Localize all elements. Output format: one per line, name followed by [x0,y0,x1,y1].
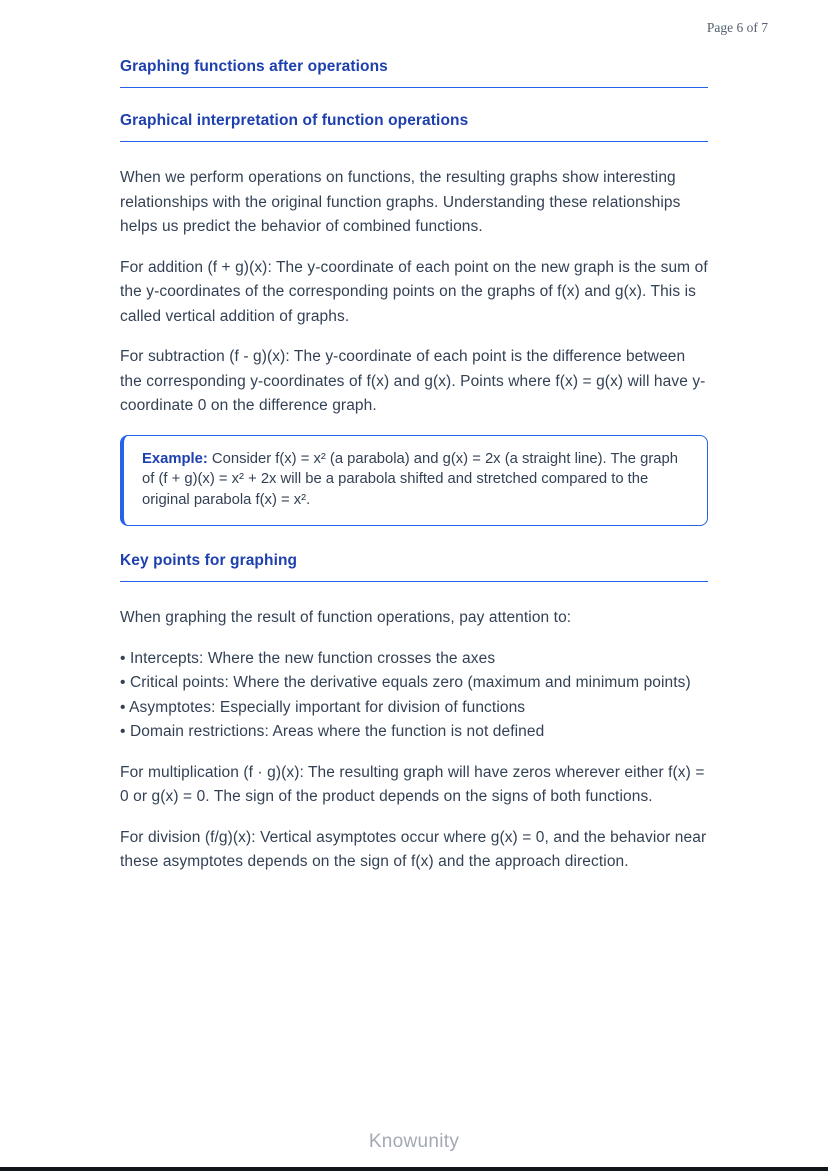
list-item [120,696,708,721]
list-item-text: Intercepts: Where the new function crosses the axes [129,649,496,667]
list-item [120,671,708,696]
list-item [120,720,708,745]
page-bottom-edge [0,1167,828,1171]
paragraph: For division (f/g)(x): Vertical asymptotes occur where g(x) = 0, and the behavior near these asymptotes depends on the sign of f(x) and the approach direction. [120,828,707,870]
list-item-text: Critical points: Where the derivative equals zero (maximum and minimum points) [129,674,691,691]
heading-rule [120,581,708,582]
example-label: Example: [142,450,208,467]
section-heading: Key points for graphing [120,552,298,569]
paragraph: When we perform operations on functions, the resulting graphs show interesting relationships with the original function graphs. Understanding these relationships helps us predict the behavior of combined functions. [120,169,681,235]
bullet-icon: • [120,649,126,667]
bullet-icon: • [120,698,126,716]
paragraph: For subtraction (f - g)(x): The y-coordinate of each point is the difference between the corresponding y-coordinates of f(x) and g(x). Points where f(x) = g(x) will have y-coordinate 0 on the difference graph. [120,348,706,414]
section-graphical-interpretation [120,112,708,142]
heading-rule [120,87,708,88]
document-content [120,58,708,891]
section-heading: Graphing functions after operations [120,58,388,75]
bullet-icon: • [120,674,126,691]
list-item [120,647,708,672]
bullet-icon: • [120,723,126,740]
list-item-text: Asymptotes: Especially important for division of functions [129,698,526,716]
paragraph: For multiplication (f · g)(x): The resulting graph will have zeros wherever either f(x) = 0 or g(x) = 0. The sign of the product depends on the signs of both functions. [120,763,705,805]
knowunity-brand-footer: Knowunity [368,1131,460,1152]
page-number-label: Page 6 of 7 [706,20,768,35]
example-callout [120,435,708,527]
section-heading: Graphical interpretation of function operations [120,112,469,129]
key-points-list [120,647,708,745]
paragraph: For addition (f + g)(x): The y-coordinate of each point on the new graph is the sum of the y-coordinates of the corresponding points on the graphs of f(x) and g(x). This is called vertical addition of graphs. [120,258,708,325]
section-graphing-functions [120,58,708,88]
list-item-text: Domain restrictions: Areas where the function is not defined [129,723,545,740]
heading-rule [120,141,708,142]
example-text: Consider f(x) = x² (a parabola) and g(x) = 2x (a straight line). The graph of (f + g)(x) = x² + 2x will be a parabola shifted and stretched compared to the original parabola f(x) = x². [142,450,678,508]
paragraph: When graphing the result of function operations, pay attention to: [120,609,572,626]
section-key-points [120,552,708,582]
